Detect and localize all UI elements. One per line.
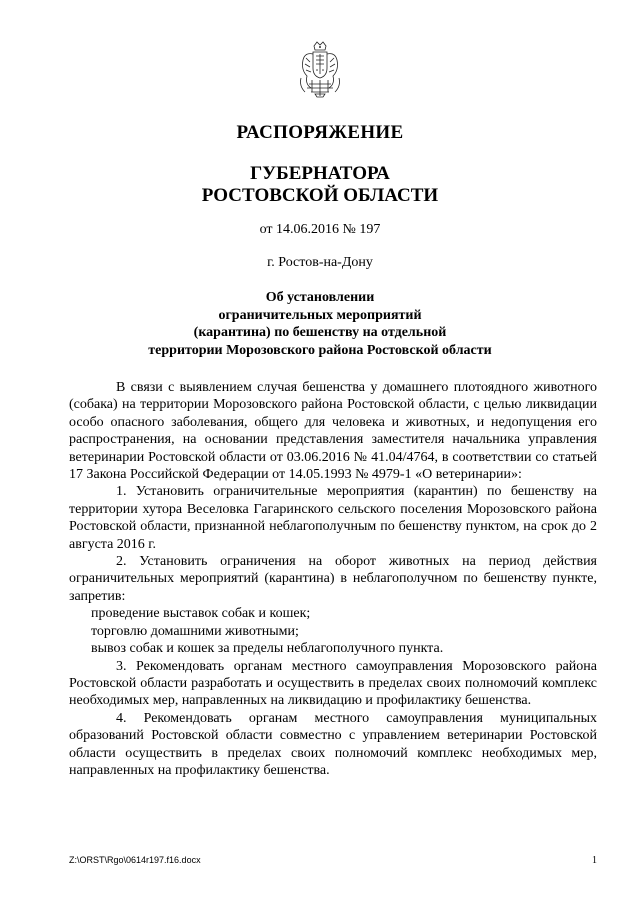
subject-line-2: ограничительных мероприятий [218,307,422,323]
item-2-list-entry: вывоз собак и кошек за пределы неблагополучного пункта. [91,641,444,657]
item-2-list-entry: проведение выставок собак и кошек; [91,606,311,622]
document-city: г. Ростов-на-Дону [267,255,373,270]
item-2-paragraph: 2. Установить ограничения на оборот животных на период действия ограничительных мероприятий (карантина) в неблагополучном по бешенству пункте, запретив: [69,554,597,604]
preamble-paragraph: В связи с выявлением случая бешенства у домашнего плотоядного животного (собака) на территории Морозовского района Ростовской области, с целью ликвидации особо опасного заболевания, общего для человека и животных, и недопущения его распространения, на основании представления заместителя начальника управления ветеринарии Ростовской области от 03.06.2016 № 41.04/4764, в соответствии со статьей 17 Закона Российской Федерации от 14.05.1993 № 4979-1 «О ветеринарии»: [69,380,597,483]
coat-of-arms-icon [297,40,343,98]
document-date-number: от 14.06.2016 № 197 [259,222,381,237]
issuer-title [0,163,640,207]
subject-line-3: (карантина) по бешенству на отдельной [193,325,447,340]
page-number: 1 [592,855,597,866]
footer-file-path: Z:\ORST\Rgo\0614r197.f16.docx [69,855,201,865]
document-type-title: РАСПОРЯЖЕНИЕ [236,122,404,143]
page-footer [69,855,597,865]
item-2-list-entry: торговлю домашними животными; [91,623,299,639]
item-1-paragraph: 1. Установить ограничительные мероприятия (карантин) по бешенству на территории хутора Веселовка Гагаринского сельского поселения Морозовского района Ростовской области, признанной неблагополучным по бешенству пунктом, на срок до 2 августа 2016 г. [69,484,597,552]
document-body [69,379,597,779]
subject-line-4: территории Морозовского района Ростовской области [148,342,492,358]
subject-line-1: Об установлении [265,290,375,305]
issuer-line-2: РОСТОВСКОЙ ОБЛАСТИ [201,185,439,206]
document-subject [80,289,560,359]
item-3-paragraph: 3. Рекомендовать органам местного самоуправления Морозовского района Ростовской области разработать и осуществить в пределах своих полномочий комплекс необходимых мер, направленных на ликвидацию и профилактику бешенства. [69,658,597,709]
item-4-paragraph: 4. Рекомендовать органам местного самоуправления муниципальных образований Ростовской области совместно с управлением ветеринарии Ростовской области осуществить в пределах своих полномочий комплекс необходимых мер, направленных на профилактику бешенства. [69,710,597,778]
issuer-line-1: ГУБЕРНАТОРА [250,163,390,184]
